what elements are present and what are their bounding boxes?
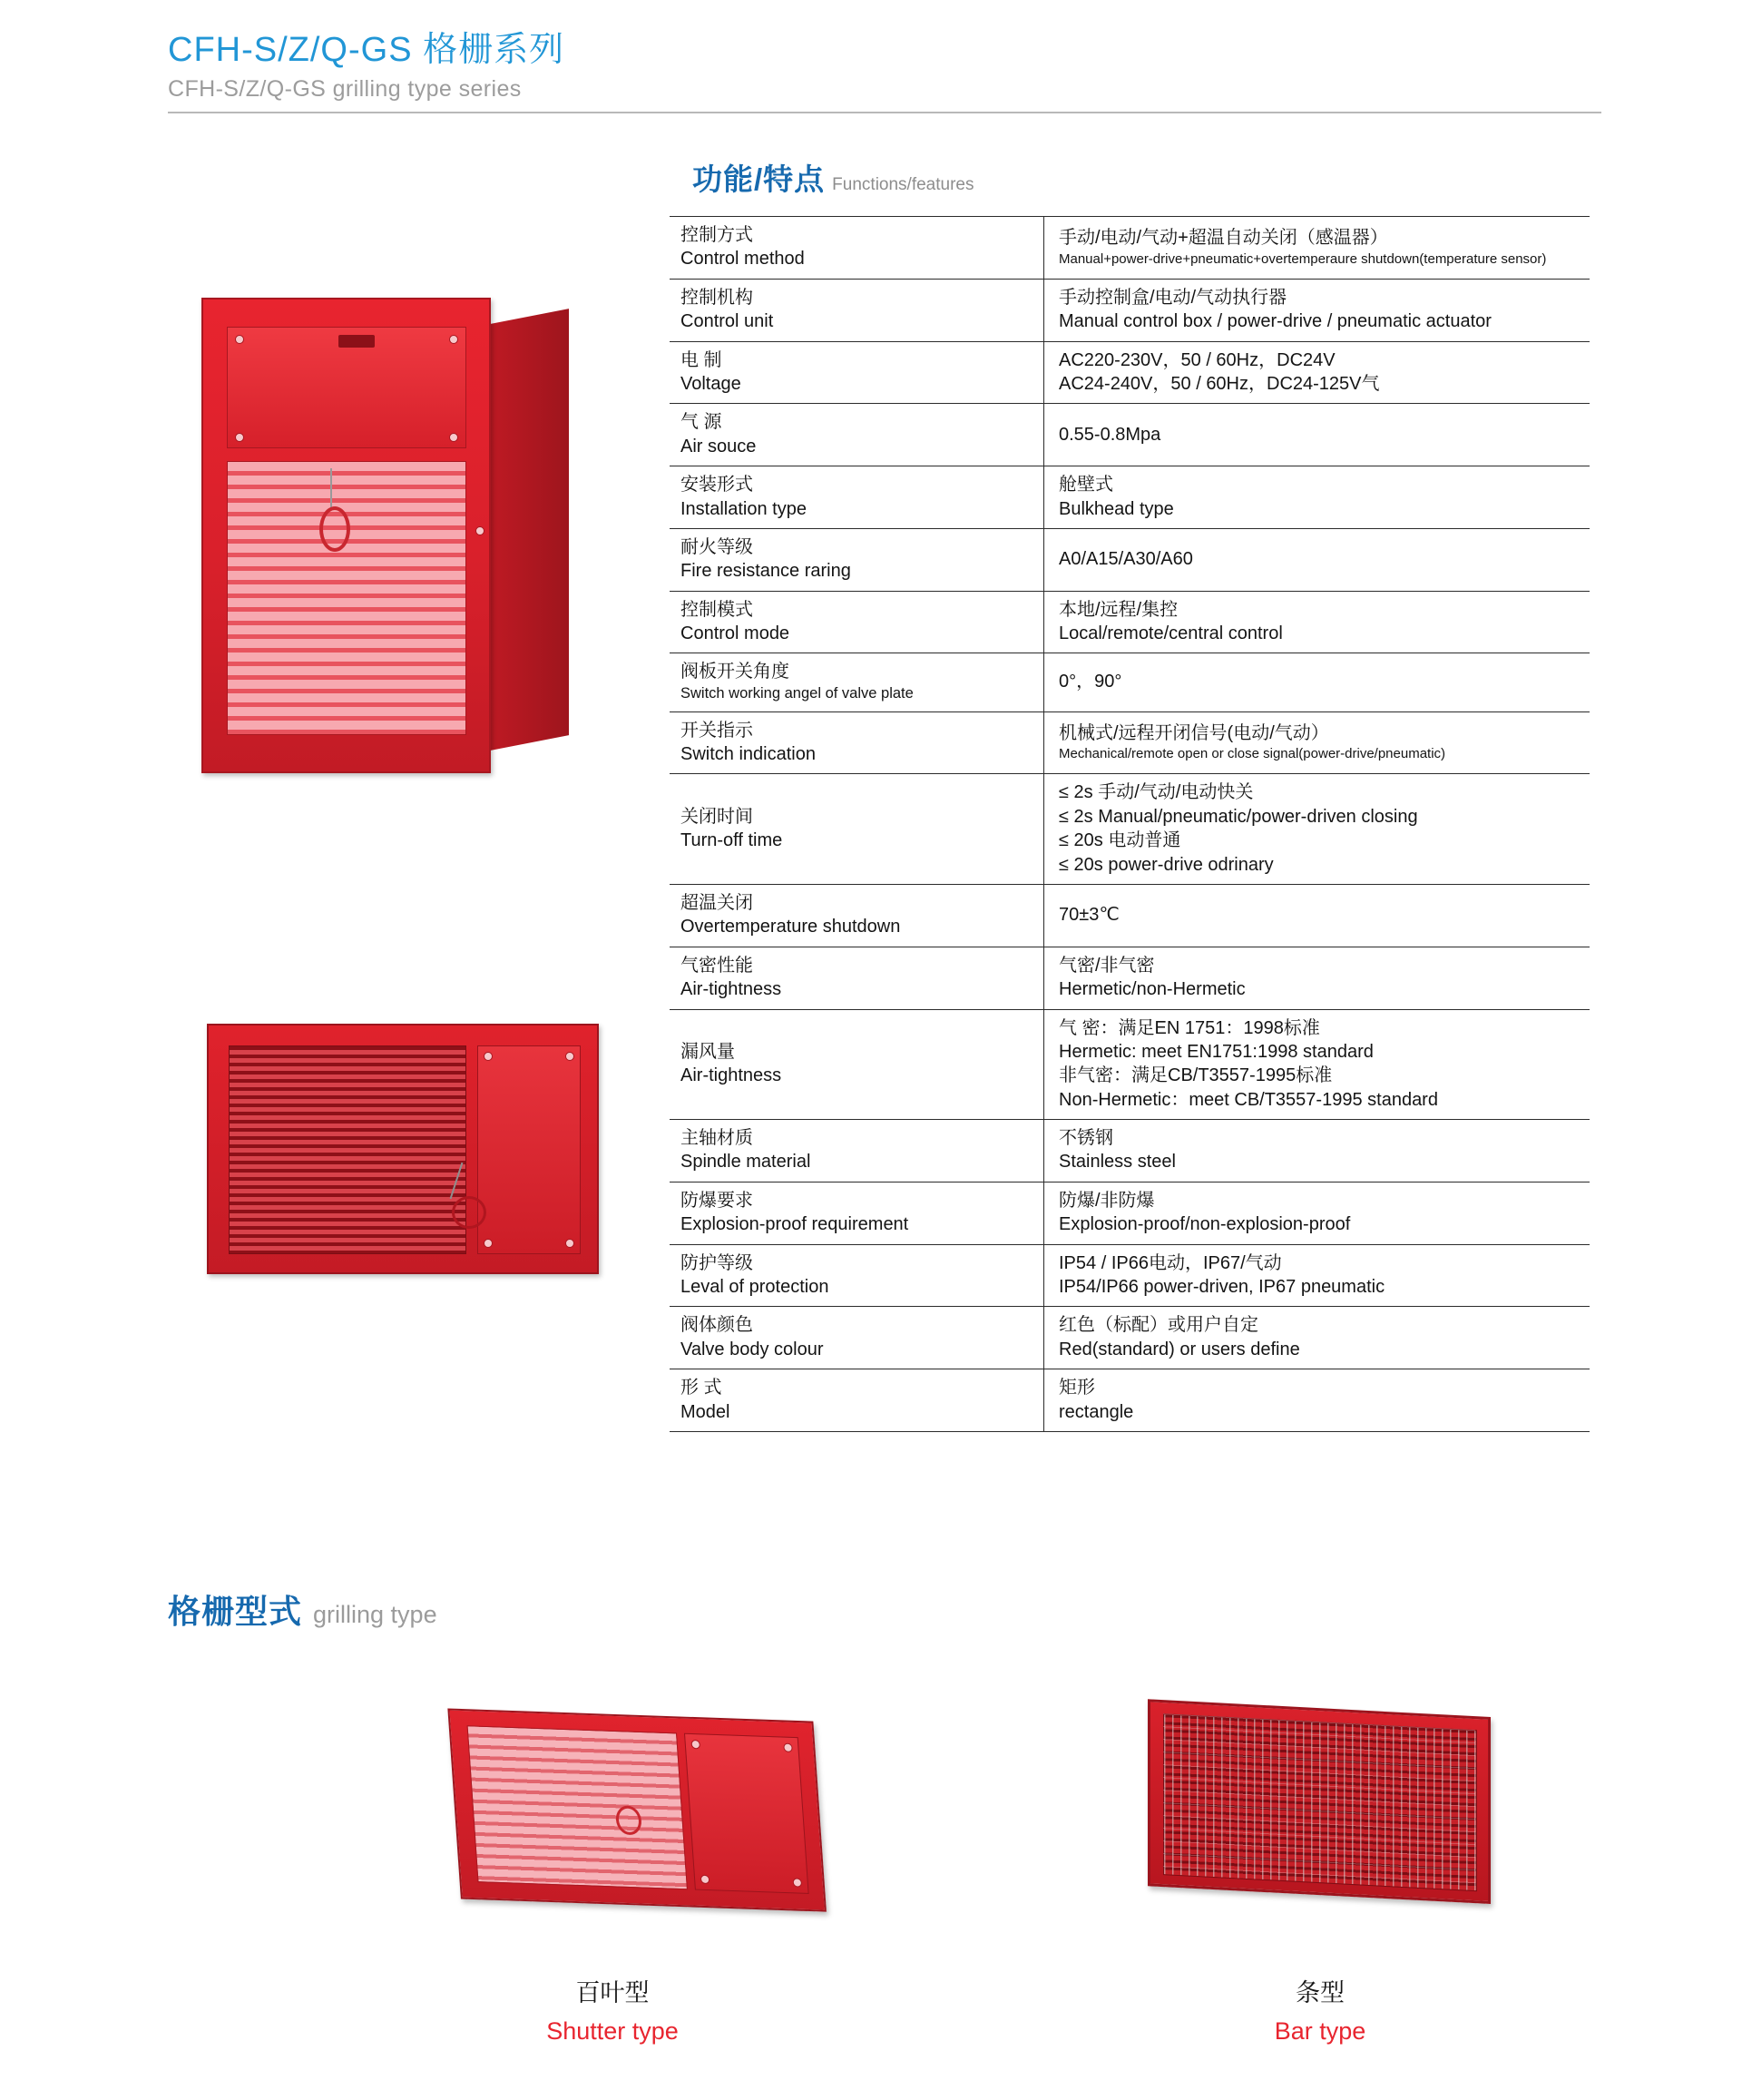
table-cell-value <box>1044 1307 1590 1369</box>
table-cell-key <box>670 1120 1044 1182</box>
table-cell-key <box>670 466 1044 529</box>
row-val-en: ≤ 2s Manual/pneumatic/power-driven closing <box>1059 806 1418 827</box>
table-cell-key <box>670 884 1044 947</box>
screw-icon <box>484 1052 493 1061</box>
table-cell-key <box>670 774 1044 885</box>
table-row <box>670 279 1590 341</box>
table-cell-key <box>670 1307 1044 1369</box>
table-cell-value <box>1044 279 1590 341</box>
row-val-en: Stainless steel <box>1059 1152 1176 1173</box>
row-key-en: Control unit <box>680 311 774 332</box>
row-val-cn: 手动/电动/气动+超温自动关闭（感温器） <box>1059 228 1388 249</box>
row-val-cn: 不锈钢 <box>1059 1128 1113 1149</box>
row-key-en: Spindle material <box>680 1152 811 1173</box>
row-val-en-2: ≤ 20s power-drive odrinary <box>1059 854 1274 875</box>
row-key-cn: 主轴材质 <box>680 1128 753 1149</box>
table-row <box>670 1182 1590 1244</box>
table-row <box>670 653 1590 711</box>
caption-en: Shutter type <box>546 2017 679 2045</box>
row-val-cn: 舱壁式 <box>1059 475 1113 496</box>
screw-icon <box>565 1052 574 1061</box>
row-key-en: Installation type <box>680 498 807 519</box>
row-key-en: Explosion-proof requirement <box>680 1214 909 1235</box>
row-key-en: Air souce <box>680 436 757 456</box>
table-cell-value <box>1044 1369 1590 1432</box>
row-val-cn: 气密/非气密 <box>1059 955 1155 976</box>
table-row <box>670 884 1590 947</box>
table-cell-value <box>1044 591 1590 653</box>
caption-cn: 百叶型 <box>575 1979 650 2007</box>
unit-front-body <box>201 298 491 773</box>
unit-pull-ring <box>319 506 350 552</box>
table-row <box>670 947 1590 1009</box>
table-cell-key <box>670 947 1044 1009</box>
row-val-en: Explosion-proof/non-explosion-proof <box>1059 1214 1351 1235</box>
row-key-en: Fire resistance raring <box>680 561 851 582</box>
row-val-cn: 本地/远程/集控 <box>1059 599 1179 620</box>
row-val-en: Hermetic/non-Hermetic <box>1059 979 1246 1000</box>
table-row <box>670 404 1590 466</box>
table-row <box>670 591 1590 653</box>
table-cell-key <box>670 1244 1044 1307</box>
row-key-cn: 气密性能 <box>680 955 753 976</box>
row-key-en: Control mode <box>680 623 790 644</box>
row-val-en: IP54/IP66 power-driven, IP67 pneumatic <box>1059 1277 1385 1298</box>
row-val-en: Red(standard) or users define <box>1059 1339 1300 1359</box>
header-divider <box>168 112 1601 113</box>
row-val-cn: 矩形 <box>1059 1378 1095 1398</box>
table-row <box>670 1120 1590 1182</box>
table-cell-value <box>1044 1182 1590 1244</box>
row-key-cn: 形 式 <box>680 1378 722 1398</box>
row-val-cn: IP54 / IP66电动，IP67/气动 <box>1059 1252 1282 1273</box>
row-key-cn: 漏风量 <box>680 1041 735 1062</box>
row-val-en: Bulkhead type <box>1059 498 1174 519</box>
row-key-en: Model <box>680 1401 730 1422</box>
row-key-cn: 电 制 <box>680 349 722 370</box>
screw-icon <box>235 335 244 344</box>
table-cell-key <box>670 404 1044 466</box>
unit-door-handle <box>338 335 375 348</box>
table-row <box>670 1307 1590 1369</box>
bar-body <box>1148 1699 1491 1904</box>
screw-icon <box>475 526 484 535</box>
table-cell-key <box>670 528 1044 591</box>
row-val-en: AC24-240V，50 / 60Hz，DC24-125V气 <box>1059 373 1380 394</box>
row-val-en: Manual+power-drive+pneumatic+overtemperaure shutdown(temperature sensor) <box>1059 250 1547 267</box>
table-row <box>670 1244 1590 1307</box>
unit-pull-wire <box>330 468 332 510</box>
row-key-cn: 控制方式 <box>680 225 753 245</box>
product-photo-shutter-type <box>454 1715 835 1924</box>
table-cell-key <box>670 653 1044 711</box>
row-val-en: Hermetic: meet EN1751:1998 standard <box>1059 1041 1374 1062</box>
screw-icon <box>235 433 244 442</box>
table-row <box>670 1369 1590 1432</box>
row-val-cn: 防爆/非防爆 <box>1059 1190 1155 1211</box>
screw-icon <box>793 1878 803 1887</box>
table-cell-key <box>670 1182 1044 1244</box>
shutter-louver-blades <box>467 1725 688 1889</box>
unit-side-panel <box>485 309 569 751</box>
row-key-cn: 开关指示 <box>680 720 753 741</box>
row-val-cn: AC220-230V，50 / 60Hz，DC24V <box>1059 349 1336 370</box>
row-val-cn: 气 密：满足EN 1751：1998标准 <box>1059 1017 1320 1038</box>
row-val-cn-2: 非气密：满足CB/T3557-1995标准 <box>1059 1065 1333 1086</box>
table-cell-value <box>1044 217 1590 280</box>
screw-icon <box>783 1743 793 1752</box>
row-key-cn: 控制模式 <box>680 599 753 620</box>
screw-icon <box>484 1239 493 1248</box>
row-val-cn: A0/A15/A30/A60 <box>1059 549 1193 570</box>
row-val-en: Local/remote/central control <box>1059 623 1283 644</box>
table-cell-value <box>1044 341 1590 404</box>
bar-unit <box>1148 1699 1485 1898</box>
table-cell-value <box>1044 774 1590 885</box>
table-cell-value <box>1044 466 1590 529</box>
unit2-pull-ring <box>452 1196 486 1229</box>
caption-shutter-type <box>431 1978 794 2047</box>
table-cell-value <box>1044 1244 1590 1307</box>
row-key-en: Voltage <box>680 373 741 394</box>
table-cell-value <box>1044 1120 1590 1182</box>
shutter-body <box>447 1708 827 1911</box>
screw-icon <box>449 433 458 442</box>
row-key-cn: 控制机构 <box>680 287 753 308</box>
table-cell-key <box>670 279 1044 341</box>
table-cell-value <box>1044 1009 1590 1120</box>
screw-icon <box>565 1239 574 1248</box>
shutter-unit <box>447 1708 822 1908</box>
table-cell-value <box>1044 653 1590 711</box>
row-key-en: Switch indication <box>680 744 816 765</box>
caption-bar-type <box>1139 1978 1502 2047</box>
screw-icon <box>700 1875 710 1884</box>
table-cell-value <box>1044 404 1590 466</box>
table-cell-key <box>670 1009 1044 1120</box>
row-val-cn: ≤ 2s 手动/气动/电动快关 <box>1059 782 1254 803</box>
table-cell-value <box>1044 711 1590 774</box>
row-key-en: Switch working angel of valve plate <box>680 684 914 702</box>
table-row <box>670 774 1590 885</box>
table-row <box>670 1009 1590 1120</box>
row-val-en: rectangle <box>1059 1401 1134 1422</box>
row-key-en: Valve body colour <box>680 1339 824 1359</box>
screw-icon <box>690 1740 700 1749</box>
row-key-en: Leval of protection <box>680 1277 829 1298</box>
row-key-cn: 安装形式 <box>680 475 753 496</box>
functions-section-title <box>692 156 974 199</box>
row-key-cn: 气 源 <box>680 412 722 433</box>
table-row <box>670 217 1590 280</box>
row-key-en: Turn-off time <box>680 830 783 851</box>
row-val-cn: 0°，90° <box>1059 672 1122 692</box>
table-row <box>670 341 1590 404</box>
row-val-cn-2: ≤ 20s 电动普通 <box>1059 830 1181 851</box>
row-key-cn: 耐火等级 <box>680 536 753 557</box>
product-photo-grille-unit <box>207 1024 642 1296</box>
page-title-en: CFH-S/Z/Q-GS grilling type series <box>168 75 522 102</box>
row-key-cn: 防护等级 <box>680 1252 753 1273</box>
table-cell-key <box>670 217 1044 280</box>
row-key-cn: 关闭时间 <box>680 806 753 827</box>
table-cell-key <box>670 1369 1044 1432</box>
unit2-bar-grille <box>229 1045 466 1254</box>
row-val-cn: 70±3℃ <box>1059 905 1120 926</box>
row-val-cn: 机械式/远程开闭信号(电动/气动） <box>1059 722 1329 743</box>
row-val-cn: 手动控制盒/电动/气动执行器 <box>1059 287 1287 308</box>
table-cell-key <box>670 341 1044 404</box>
table-row <box>670 466 1590 529</box>
page-header <box>168 31 1601 113</box>
row-key-cn: 阀板开关角度 <box>680 662 789 682</box>
grilling-section-title <box>168 1586 437 1633</box>
page-title-cn: CFH-S/Z/Q-GS 格栅系列 <box>168 31 565 69</box>
table-row <box>670 528 1590 591</box>
row-val-cn: 红色（标配）或用户自定 <box>1059 1315 1258 1336</box>
product-photo-bulkhead-unit <box>201 298 582 842</box>
table-cell-key <box>670 591 1044 653</box>
caption-en: Bar type <box>1274 2017 1366 2045</box>
unit-control-door <box>227 327 466 448</box>
row-val-cn: 0.55-0.8Mpa <box>1059 424 1161 445</box>
unit2-access-panel <box>477 1045 581 1254</box>
functions-title-en: Functions/features <box>832 175 974 194</box>
row-val-en: Manual control box / power-drive / pneumatic actuator <box>1059 311 1492 332</box>
grilling-title-cn: 格栅型式 <box>168 1593 303 1630</box>
row-key-cn: 超温关闭 <box>680 892 753 913</box>
bar-mesh-overlay <box>1163 1713 1475 1889</box>
row-key-cn: 阀体颜色 <box>680 1315 753 1336</box>
grilling-title-en: grilling type <box>313 1601 437 1628</box>
unit2-front-body <box>207 1024 599 1274</box>
shutter-access-panel <box>684 1733 809 1894</box>
row-key-en: Control method <box>680 249 805 270</box>
row-val-en: Mechanical/remote open or close signal(power-drive/pneumatic) <box>1059 746 1446 762</box>
row-key-cn: 防爆要求 <box>680 1190 753 1211</box>
table-cell-key <box>670 711 1044 774</box>
table-cell-value <box>1044 947 1590 1009</box>
row-key-en: Air-tightness <box>680 1065 782 1086</box>
product-photo-bar-type <box>1148 1708 1511 1917</box>
table-row <box>670 711 1590 774</box>
caption-cn: 条型 <box>1296 1979 1345 2007</box>
row-val-en-2: Non-Hermetic：meet CB/T3557-1995 standard <box>1059 1089 1438 1110</box>
table-cell-value <box>1044 528 1590 591</box>
functions-title-cn: 功能/特点 <box>692 162 826 196</box>
screw-icon <box>449 335 458 344</box>
table-cell-value <box>1044 884 1590 947</box>
specifications-table <box>670 216 1590 1432</box>
row-key-en: Overtemperature shutdown <box>680 917 901 937</box>
row-key-en: Air-tightness <box>680 979 782 1000</box>
unit-louver-blades <box>227 461 466 735</box>
